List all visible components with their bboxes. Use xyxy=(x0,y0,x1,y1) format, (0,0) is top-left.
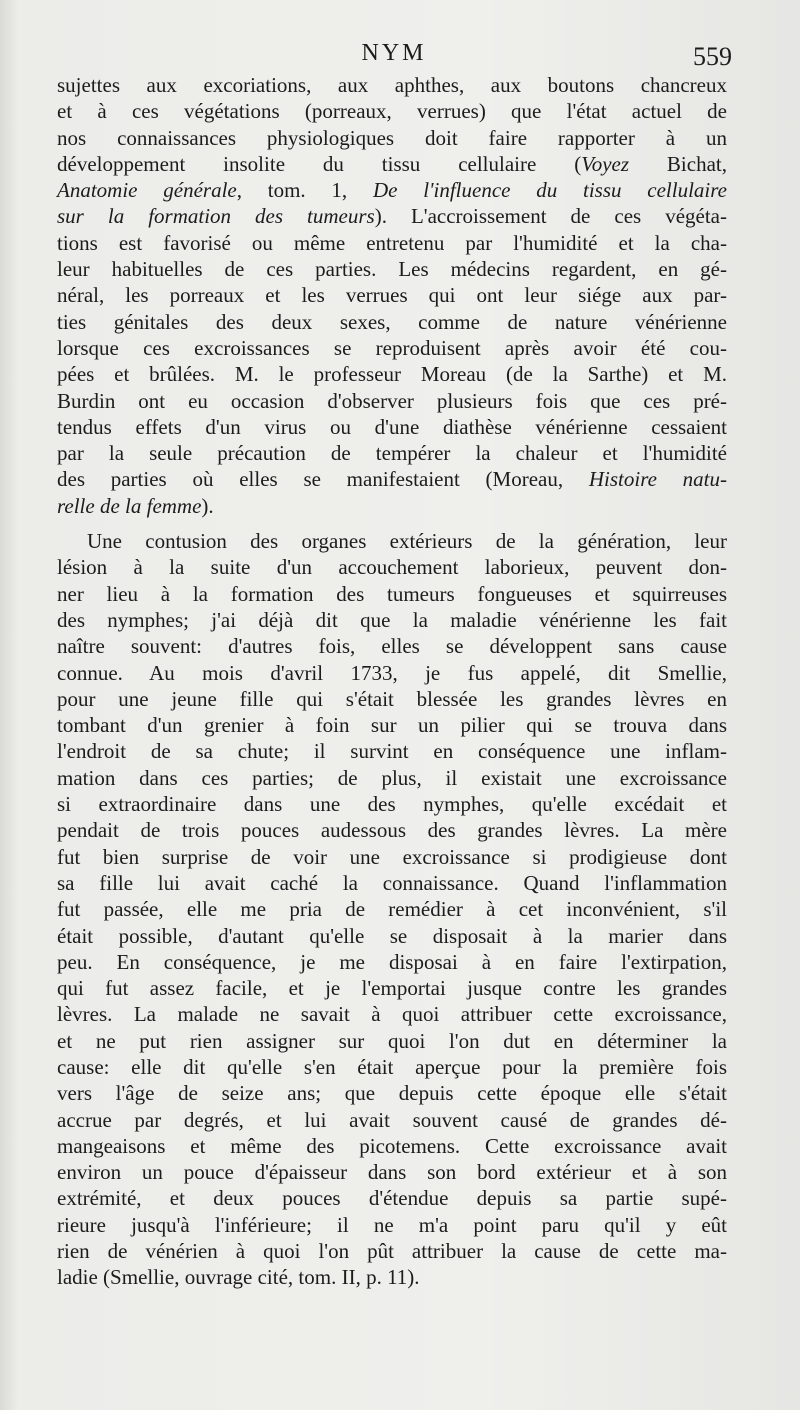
text-line: développement insolite du tissu cellulaire (Voyez Bichat, xyxy=(57,151,727,176)
text-line: ner lieu à la formation des tumeurs fongueuses et squirreuses xyxy=(57,581,727,606)
text-line: nos connaissances physiologiques doit faire rapporter à un xyxy=(57,125,727,150)
paragraph-gap xyxy=(57,519,727,528)
text-line: si extraordinaire dans une des nymphes, qu'elle excédait et xyxy=(57,792,727,817)
text-line: était possible, d'autant qu'elle se disposait à la marier dans xyxy=(57,923,727,948)
text-line: néral, les porreaux et les verrues qui ont leur siége aux par- xyxy=(57,283,727,308)
text-line: accrue par degrés, et lui avait souvent causé de grandes dé- xyxy=(57,1107,727,1132)
text-line: rieure jusqu'à l'inférieure; il ne m'a point paru qu'il y eût xyxy=(57,1212,727,1237)
text-line: des parties où elles se manifestaient (Moreau, Histoire natu- xyxy=(57,467,727,492)
text-line: lorsque ces excroissances se reproduisent après avoir été cou- xyxy=(57,335,727,360)
text-line: fut bien surprise de voir une excroissance si prodigieuse dont xyxy=(57,844,727,869)
text-line: tions est favorisé ou même entretenu par l'humidité et la cha- xyxy=(57,230,727,255)
body-text xyxy=(57,72,727,1291)
text-line: mangeaisons et même des picotemens. Cette excroissance avait xyxy=(57,1133,727,1158)
text-line: l'endroit de sa chute; il survint en conséquence une inflam- xyxy=(57,739,727,764)
text-line: leur habituelles de ces parties. Les médecins regardent, en gé- xyxy=(57,257,727,282)
text-line: ladie (Smellie, ouvrage cité, tom. II, p. 11). xyxy=(57,1265,420,1290)
running-head: NYM xyxy=(361,40,427,66)
text-line: peu. En conséquence, je me disposai à en faire l'extirpation, xyxy=(57,949,727,974)
text-line: tombant d'un grenier à foin sur un pilier qui se trouva dans xyxy=(57,713,727,738)
text-line: pées et brûlées. M. le professeur Moreau (de la Sarthe) et M. xyxy=(57,362,727,387)
text-line: Burdin ont eu occasion d'observer plusieurs fois que ces pré- xyxy=(57,388,727,413)
paragraph-1 xyxy=(57,72,727,519)
paragraph-2 xyxy=(57,528,727,1291)
page-number: 559 xyxy=(693,42,732,71)
text-line: par la seule précaution de tempérer la chaleur et l'humidité xyxy=(57,441,727,466)
text-line: sur la formation des tumeurs). L'accroissement de ces végéta- xyxy=(57,204,727,229)
text-line: sa fille lui avait caché la connaissance. Quand l'inflammation xyxy=(57,870,727,895)
text-line: mation dans ces parties; de plus, il existait une excroissance xyxy=(57,765,727,790)
text-line: et à ces végétations (porreaux, verrues) que l'état actuel de xyxy=(57,99,727,124)
text-line: Une contusion des organes extérieurs de la génération, leur xyxy=(87,529,727,554)
text-line: cause: elle dit qu'elle s'en était aperçue pour la première fois xyxy=(57,1054,727,1079)
text-line: sujettes aux excoriations, aux aphthes, aux boutons chancreux xyxy=(57,73,727,97)
text-line: Anatomie générale, tom. 1, De l'influence du tissu cellulaire xyxy=(57,178,727,203)
text-line: pendait de trois pouces audessous des grandes lèvres. La mère xyxy=(57,818,727,843)
text-line: tendus effets d'un virus ou d'une diathèse vénérienne cessaient xyxy=(57,414,727,439)
text-line: naître souvent: d'autres fois, elles se développent sans cause xyxy=(57,634,727,659)
text-line: rien de vénérien à quoi l'on pût attribuer la cause de cette ma- xyxy=(57,1239,727,1264)
text-line: qui fut assez facile, et je l'emportai jusque contre les grandes xyxy=(57,976,727,1001)
text-line: relle de la femme). xyxy=(57,493,214,518)
text-line: fut passée, elle me pria de remédier à cet inconvénient, s'il xyxy=(57,897,727,922)
text-line: ties génitales des deux sexes, comme de nature vénérienne xyxy=(57,309,727,334)
text-line: connue. Au mois d'avril 1733, je fus appelé, dit Smellie, xyxy=(57,660,727,685)
text-line: environ un pouce d'épaisseur dans son bord extérieur et à son xyxy=(57,1160,727,1185)
text-line: des nymphes; j'ai déjà dit que la maladie vénérienne les fait xyxy=(57,607,727,632)
text-line: pour une jeune fille qui s'était blessée les grandes lèvres en xyxy=(57,686,727,711)
text-line: vers l'âge de seize ans; que depuis cette époque elle s'était xyxy=(57,1081,727,1106)
text-line: lésion à la suite d'un accouchement laborieux, peuvent don- xyxy=(57,555,727,580)
text-line: extrémité, et deux pouces d'étendue depuis sa partie supé- xyxy=(57,1186,727,1211)
text-line: lèvres. La malade ne savait à quoi attribuer cette excroissance, xyxy=(57,1002,727,1027)
text-line: et ne put rien assigner sur quoi l'on dut en déterminer la xyxy=(57,1028,727,1053)
